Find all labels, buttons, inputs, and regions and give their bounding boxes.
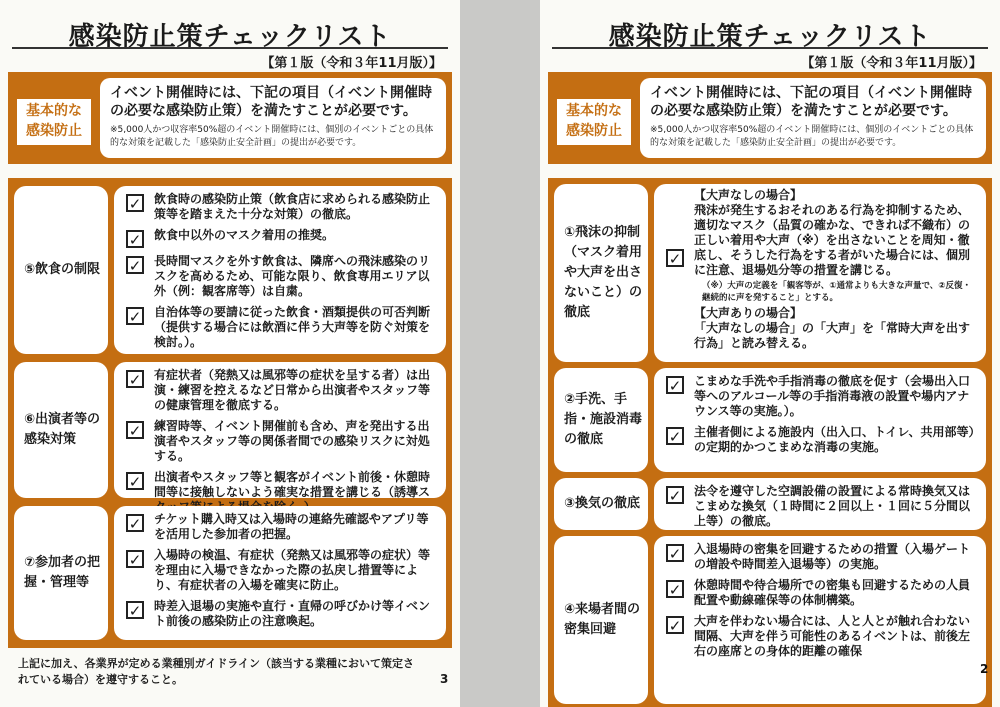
basic-prevention-tag: 基本的な 感染防止 (16, 98, 92, 146)
section-eating-restriction (14, 186, 446, 354)
basic-prevention-box (100, 78, 446, 158)
checkbox-checked-icon[interactable]: ✓ (666, 376, 684, 394)
item-text: 飛沫が発生するおそれのある行為を抑制するため、適切なマスク（品質の確かな、できれば不織布）の正しい着用や大声（※）を出さないことを周知・徹底し、そうした行為をする者がいた場合には、個別に注意、退場処分等の措置を講じる。 (694, 203, 971, 277)
checklist-item (126, 305, 436, 350)
section-label: ④来場者間の密集回避 (554, 536, 648, 704)
section-participant-management (14, 506, 446, 640)
item-text: 入場時の検温、有症状（発熱又は風邪等の症状）等を理由に入場できなかった際の払戻し措置等により、有症状者の入場を確実に防止。 (154, 548, 431, 592)
item-text: 出演者やスタッフ等と観客がイベント前後・休憩時間等に接触しないよう確実な措置を講じる（誘導ス (154, 470, 431, 499)
checkbox-checked-icon[interactable]: ✓ (126, 550, 144, 568)
checklist-item (666, 425, 976, 455)
item-text: 大声を伴わない場合には、人と人とが触れ合わない間隔、大声を伴う可能性のあるイベントは、前後左右の座席との身体的距離の確保 (694, 614, 971, 658)
item-text: 法令を遵守した空調設備の設置による常時換気又はこまめな換気（１時間に２回以上・１回に５分間以上等）の徹底。 (694, 484, 971, 528)
edition-label: 【第１版（令和３年11月版）】 (261, 56, 442, 71)
loud-voice-definition-note: （※）大声の定義を「観客等が、①通常よりも大きな声量で、②反復・継続的に声を発すること」とする。 (702, 281, 971, 303)
checkbox-checked-icon[interactable]: ✓ (126, 472, 144, 490)
section-items (114, 362, 446, 498)
section-label: ⑤飲食の制限 (14, 186, 108, 354)
page-number: 3 (440, 672, 449, 686)
item-text: 「大声なしの場合」の「大声」を「常時大声を出す行為」と読み替える。 (694, 321, 971, 350)
checklist-item (666, 203, 976, 304)
item-text: 飲食時の感染防止策（飲食店に求められる感染防止策等を踏まえた十分な対策）の徹底。 (154, 192, 431, 221)
checklist-item (126, 548, 436, 593)
section-items (654, 368, 986, 472)
section-label: ⑥出演者等の感染対策 (14, 362, 108, 498)
section-items (114, 186, 446, 354)
section-droplet-suppression (554, 184, 986, 362)
item-text: チケット購入時又は入場時の連絡先確認やアプリ等を活用した参加者の把握。 (154, 512, 429, 541)
checklist-item (666, 542, 976, 572)
section-label: ⑦参加者の把握・管理等 (14, 506, 108, 640)
page-title: 感染防止策チェックリスト (608, 22, 932, 52)
section-label: ①飛沫の抑制（マスク着用や大声を出さないこと）の徹底 (554, 184, 648, 362)
section-performer-measures (14, 362, 446, 498)
checklist-item (666, 578, 976, 608)
section-items (654, 184, 986, 362)
section-items (654, 536, 989, 704)
checkbox-checked-icon[interactable]: ✓ (126, 307, 144, 325)
checkbox-checked-icon[interactable]: ✓ (666, 427, 684, 445)
checkbox-checked-icon[interactable]: ✓ (666, 486, 684, 504)
checklist-item (126, 254, 436, 299)
checklist-item (126, 368, 436, 413)
case-heading-no-loud-voice: 【大声なしの場合】 (694, 188, 803, 202)
checkbox-checked-icon[interactable]: ✓ (126, 601, 144, 619)
checkbox-checked-icon[interactable]: ✓ (126, 256, 144, 274)
checkbox-checked-icon[interactable]: ✓ (666, 249, 684, 267)
page-number: 2 (980, 662, 989, 676)
section-items (654, 478, 986, 530)
title-divider (12, 47, 448, 49)
item-text: 長時間マスクを外す飲食は、隣席への飛沫感染のリスクを高めるため、可能な限り、飲食専用エリア以外（例：観客席等）は自粛。 (154, 254, 431, 298)
item-text: 時差入退場の実施や直行・直帰の呼びかけ等イベント前後の感染防止の注意喚起。 (154, 599, 431, 628)
footer-note: 上記に加え、各業界が定める業種別ガイドライン（該当する業種において策定されている場合）を遵守すること。 (18, 657, 414, 686)
checkbox-checked-icon[interactable]: ✓ (666, 616, 684, 634)
checklist-item (126, 599, 436, 629)
right-page (540, 0, 1000, 707)
checklist-panel (8, 178, 452, 648)
item-text: 休憩時間や待合場所での密集も回避するための人員配置や動線確保等の体制構築。 (694, 578, 971, 607)
section-items (114, 506, 446, 640)
basic-prevention-box (640, 78, 986, 158)
checklist-item (126, 192, 436, 222)
checkbox-checked-icon[interactable]: ✓ (126, 421, 144, 439)
checklist-item (666, 374, 976, 419)
basic-prevention-text: イベント開催時には、下記の項目（イベント開催時の必要な感染防止策）を満たすことが必要です。 (110, 85, 432, 119)
item-text: 有症状者（発熱又は風邪等の症状を呈する者）は出演・練習を控えるなど日常から出演者やスタッフ等の健康管理を徹底する。 (154, 368, 431, 412)
section-hand-washing (554, 368, 986, 472)
item-text: 入退場時の密集を回避するための措置（入場ゲートの増設や時間差入退場等）の実施。 (694, 542, 971, 571)
case-heading-loud-voice: 【大声ありの場合】 (694, 306, 803, 320)
basic-prevention-banner (8, 72, 452, 164)
basic-prevention-text: イベント開催時には、下記の項目（イベント開催時の必要な感染防止策）を満たすことが必要です。 (650, 85, 972, 119)
checklist-panel (548, 178, 992, 707)
item-text: 主催者側による施設内（出入口、トイレ、共用部等）の定期的かつこまめな消毒の実施。 (694, 425, 975, 454)
checkbox-checked-icon[interactable]: ✓ (666, 544, 684, 562)
checklist-item (126, 512, 436, 542)
left-page (0, 0, 460, 707)
checkbox-checked-icon[interactable]: ✓ (126, 230, 144, 248)
title-divider (552, 47, 988, 49)
section-label: ②手洗、手指・施設消毒の徹底 (554, 368, 648, 472)
basic-prevention-banner (548, 72, 992, 164)
basic-prevention-note: ※5,000人かつ収容率50%超のイベント開催時には、個別のイベントごとの具体的な対策を記載した「感染防止安全計画」の提出が必要です。 (110, 125, 434, 148)
basic-prevention-tag: 基本的な 感染防止 (556, 98, 632, 146)
item-text: 自治体等の要請に従った飲食・酒類提供の可否判断（提供する場合には飲酒に伴う大声等を防ぐ対策を検討。）。 (154, 305, 431, 349)
checkbox-checked-icon[interactable]: ✓ (666, 580, 684, 598)
section-ventilation (554, 478, 986, 530)
edition-label: 【第１版（令和３年11月版）】 (801, 56, 982, 71)
checklist-item (126, 419, 436, 464)
item-text: 飲食中以外のマスク着用の推奨。 (154, 228, 335, 242)
checklist-item (666, 614, 976, 659)
section-crowd-avoidance (554, 536, 989, 704)
basic-prevention-note: ※5,000人かつ収容率50%超のイベント開催時には、個別のイベントごとの具体的な対策を記載した「感染防止安全計画」の提出が必要です。 (650, 125, 974, 148)
page-title: 感染防止策チェックリスト (68, 22, 392, 52)
checkbox-checked-icon[interactable]: ✓ (126, 514, 144, 532)
checkbox-checked-icon[interactable]: ✓ (126, 194, 144, 212)
checklist-item (126, 228, 436, 248)
item-text: こまめな手洗や手指消毒の徹底を促す（会場出入口等へのアルコール等の手指消毒液の設置や場内アナウンス等の実施。）。 (694, 374, 971, 418)
section-label: ③換気の徹底 (554, 478, 648, 530)
checklist-item (666, 484, 976, 529)
checkbox-checked-icon[interactable]: ✓ (126, 370, 144, 388)
item-text: 練習時等、イベント開催前も含め、声を発出する出演者やスタッフ等の関係者間での感染リスクに対処する。 (154, 419, 430, 463)
